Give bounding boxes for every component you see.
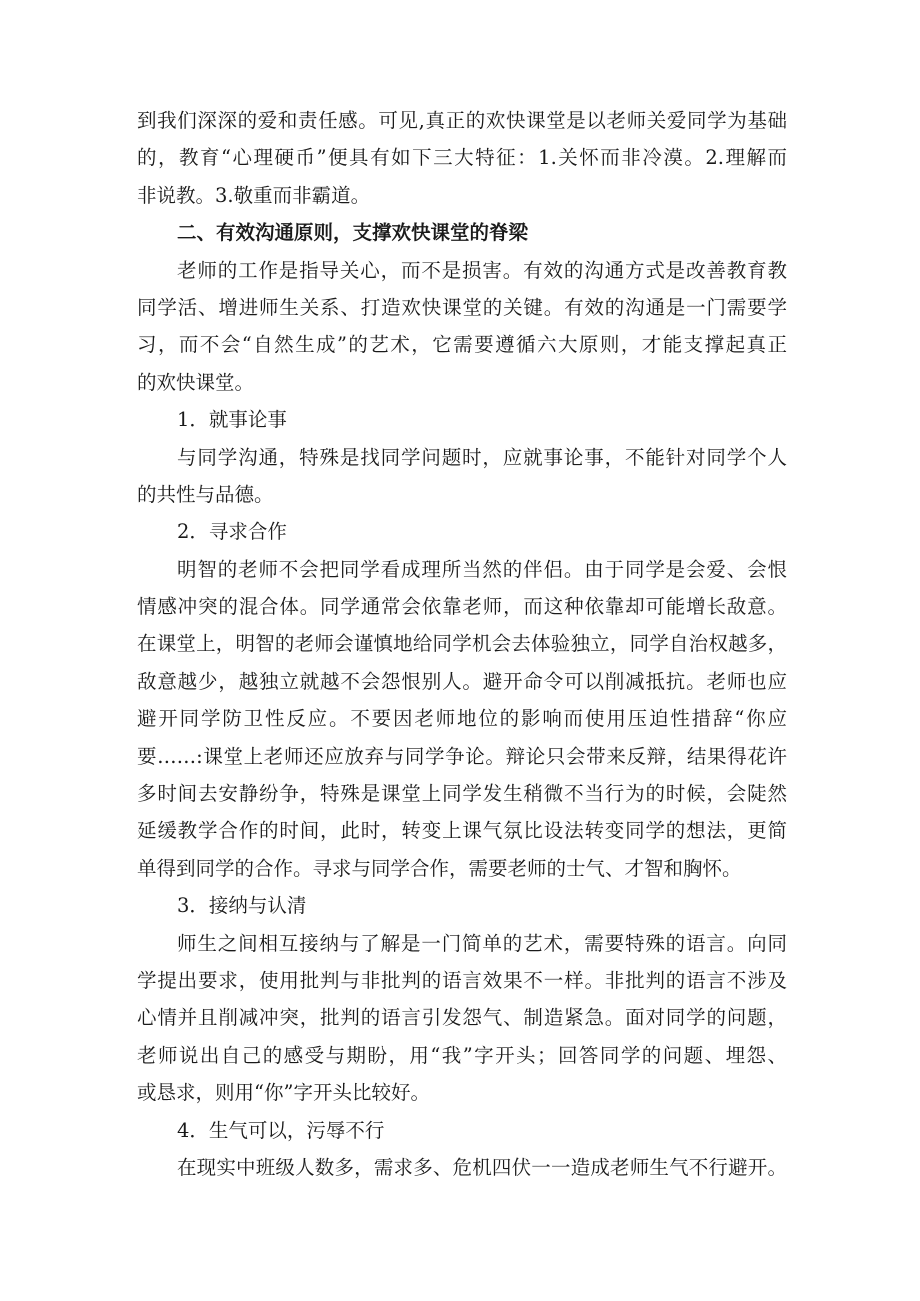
paragraph-line: 师生之间相互接纳与了解是一门简单的艺术，需要特殊的语言。向同 (177, 931, 787, 955)
paragraph-line: 的，教育“心理硬币”便具有如下三大特征：1.关怀而非冷漠。2.理解而 (137, 146, 787, 170)
paragraph-line: 心情并且削减冲突，批判的语言引发怨气、制造紧急。面对同学的问题， (137, 1006, 787, 1030)
paragraph-line: 的共性与品德。 (137, 482, 274, 506)
document-body (137, 102, 797, 1186)
paragraph-line: 明智的老师不会把同学看成理所当然的伴侣。由于同学是会爱、会恨 (177, 557, 787, 581)
paragraph-line: 学提出要求，使用批判与非批判的语言效果不一样。非批判的语言不涉及 (137, 968, 787, 992)
paragraph-line: 在课堂上，明智的老师会谨慎地给同学机会去体验独立，同学自治权越多， (137, 632, 787, 656)
paragraph-line: 避开同学防卫性反应。不要因老师地位的影响而使用压迫性措辞“你应 (137, 707, 787, 731)
section-heading: 二、有效沟通原则，支撑欢快课堂的脊梁 (177, 221, 529, 245)
paragraph-line: 多时间去安静纷争，特殊是课堂上同学发生稍微不当行为的时候，会陡然 (137, 782, 787, 806)
paragraph-line: 3．接纳与认清 (177, 894, 307, 918)
paragraph-line: 敌意越少，越独立就越不会怨恨别人。避开命令可以削减抵抗。老师也应 (137, 669, 787, 693)
paragraph-line: 老师说出自己的感受与期盼，用“我”字开头；回答同学的问题、埋怨、 (137, 1043, 787, 1067)
paragraph-line: 或恳求，则用“你”字开头比较好。 (137, 1081, 430, 1105)
paragraph-line: 的欢快课堂。 (137, 370, 255, 394)
paragraph-line: 同学活、增进师生关系、打造欢快课堂的关键。有效的沟通是一门需要学 (137, 295, 787, 319)
paragraph-line: 单得到同学的合作。寻求与同学合作，需要老师的士气、才智和胸怀。 (137, 856, 742, 880)
paragraph-line: 到我们深深的爱和责任感。可见,真正的欢快课堂是以老师关爱同学为基础 (137, 109, 787, 132)
paragraph-line: 习，而不会“自然生成”的艺术，它需要遵循六大原则，才能支撑起真正 (137, 333, 787, 357)
paragraph-line: 4．生气可以，污辱不行 (177, 1118, 385, 1142)
paragraph-line: 1．就事论事 (177, 408, 287, 432)
paragraph-line: 延缓教学合作的时间，此时，转变上课气氛比设法转变同学的想法，更简 (137, 819, 787, 843)
paragraph-line: 在现实中班级人数多，需求多、危机四伏一一造成老师生气不行避开。 (177, 1155, 787, 1179)
paragraph-line: 情感冲突的混合体。同学通常会依靠老师，而这种依靠却可能增长敌意。 (137, 595, 787, 619)
paragraph-line: 非说教。3.敬重而非霸道。 (137, 183, 371, 207)
paragraph-line: 2．寻求合作 (177, 520, 287, 544)
paragraph-line: 老师的工作是指导关心，而不是损害。有效的沟通方式是改善教育教 (177, 258, 787, 282)
paragraph-line: 要……:课堂上老师还应放弃与同学争论。辩论只会带来反辩，结果得花许 (137, 744, 787, 768)
paragraph-line: 与同学沟通，特殊是找同学问题时，应就事论事，不能针对同学个人 (177, 445, 787, 469)
